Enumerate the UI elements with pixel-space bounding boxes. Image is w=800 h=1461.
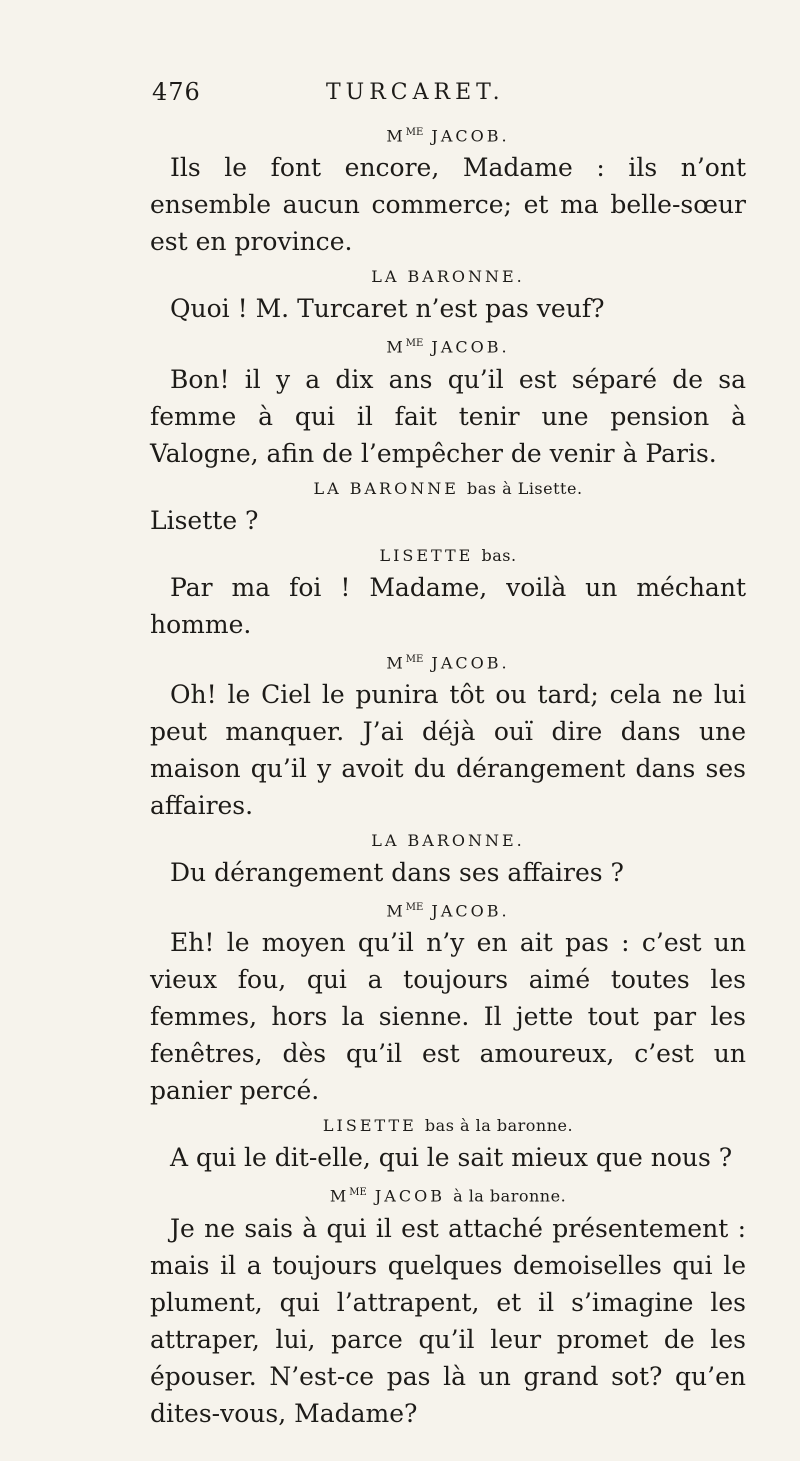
speech-line: A qui le dit-elle, qui le sait mieux que nous ?	[170, 1143, 733, 1173]
running-title: TURCARET.	[326, 80, 505, 105]
speaker-label: $M^{ME}$ JACOB.	[386, 337, 510, 357]
speaker-label: $M^{ME}$ JACOB.	[386, 901, 510, 921]
stage-direction: bas à Lisette.	[466, 478, 583, 498]
speech-line: Eh! le moyen qu’il n’y en ait pas : c’est un vieux fou, qui a toujours aimé toutes les femmes, hors la sienne. Il jette tout par les fenêtres, dès qu’il est amoureux, c’est un panier percé.	[150, 928, 746, 1106]
stage-direction: bas.	[481, 545, 517, 565]
speech-line: Oh! le Ciel le punira tôt ou tard; cela ne lui peut manquer. J’ai déjà ouï dire dans une maison qu’il y avoit du dérangement dans ses affaires.	[150, 679, 746, 820]
stage-direction: à la baronne.	[453, 1186, 567, 1206]
speech-line: Lisette ?	[150, 505, 259, 535]
stage-direction: bas à la baronne.	[424, 1116, 574, 1136]
speaker-label: $M^{ME}$ JACOB.	[386, 652, 510, 672]
speaker-label: LA BARONNE.	[371, 830, 525, 850]
speech-line: Bon! il y a dix ans qu’il est séparé de sa femme à qui il fait tenir une pension à Valogne, afin de l’empêcher de venir à Paris.	[150, 364, 746, 468]
speaker-label: LISETTE bas à la baronne.	[322, 1116, 574, 1136]
page-number: 476	[152, 78, 201, 106]
speaker-label: $M^{ME}$ JACOB à la baronne.	[329, 1186, 567, 1206]
speech-line: Je ne sais à qui il est attaché présentement : mais il a toujours quelques demoiselles qui le plument, qui l’attrapent, et il s’imagine les attraper, lui, parce qu’il leur promet de les épouser. N’est-ce pas là un grand sot? qu’en dites-vous, Madame?	[150, 1213, 746, 1428]
speech-line: Par ma foi ! Madame, voilà un méchant homme.	[150, 572, 746, 639]
page-header	[152, 78, 712, 118]
speech-line: Quoi ! M. Turcaret n’est pas veuf?	[170, 294, 605, 324]
speaker-label: LA BARONNE.	[371, 267, 525, 287]
speaker-label: LA BARONNE bas à Lisette.	[313, 478, 583, 498]
speech-line: Ils le font encore, Madame : ils n’ont ensemble aucun commerce; et ma belle-sœur est en province.	[150, 153, 746, 257]
dialogue-body	[150, 118, 746, 1438]
speech-line: Du dérangement dans ses affaires ?	[170, 857, 624, 887]
speaker-label: LISETTE bas.	[379, 545, 517, 565]
speaker-label: $M^{ME}$ JACOB.	[386, 126, 510, 146]
